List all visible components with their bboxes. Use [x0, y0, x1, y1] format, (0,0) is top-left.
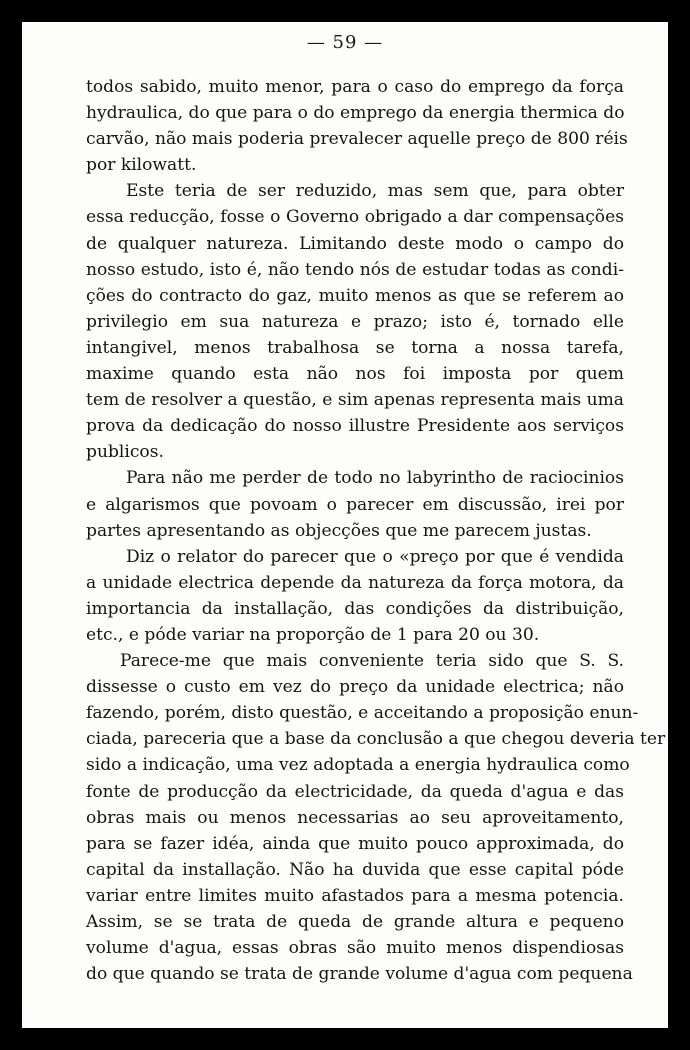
text-line: dissesse o custo em vez do preço da unidade electrica; não	[86, 677, 624, 698]
text-line: volume d'agua, essas obras são muito menos dispendiosas	[86, 938, 624, 959]
text-line: importancia da installação, das condições da distribuição,	[86, 598, 624, 619]
text-line: capital da installação. Não ha duvida que esse capital póde	[86, 859, 624, 880]
text-line: essa reducção, fosse o Governo obrigado a dar compensações	[86, 207, 624, 228]
text-line: partes apresentando as objecções que me parecem justas.	[86, 520, 592, 541]
body-text	[86, 74, 666, 987]
text-line: todos sabido, muito menor, para o caso do emprego da força	[86, 77, 624, 97]
text-line: fazendo, porém, disto questão, e acceitando a proposição enun-	[86, 703, 639, 724]
text-line: do que quando se trata de grande volume d'agua com pequena	[86, 964, 633, 985]
text-line: intangivel, menos trabalhosa se torna a nossa tarefa,	[86, 337, 624, 358]
text-line: e algarismos que povoam o parecer em discussão, irei por	[86, 494, 624, 515]
text-line: hydraulica, do que para o do emprego da energia thermica do	[86, 103, 625, 124]
text-line: a unidade electrica depende da natureza da força motora, da	[86, 572, 624, 593]
text-line: por kilowatt.	[86, 155, 197, 176]
text-line: fonte de producção da electricidade, da queda d'agua e das	[86, 781, 624, 802]
text-line: Diz o relator do parecer que o «preço por que é vendida	[126, 546, 624, 567]
text-line: de qualquer natureza. Limitando deste modo o campo do	[86, 233, 624, 254]
text-line: prova da dedicação do nosso illustre Presidente aos serviços	[86, 416, 624, 437]
text-line: carvão, não mais poderia prevalecer aquelle preço de 800 réis	[86, 129, 628, 150]
text-line: obras mais ou menos necessarias ao seu aproveitamento,	[86, 807, 624, 828]
text-line: Para não me perder de todo no labyrintho de raciocinios	[126, 468, 624, 489]
text-line: nosso estudo, isto é, não tendo nós de estudar todas as condi-	[86, 259, 624, 280]
book-page	[22, 22, 668, 1028]
text-line: variar entre limites muito afastados para a mesma potencia.	[86, 885, 624, 906]
text-line: tem de resolver a questão, e sim apenas representa mais uma	[86, 390, 624, 411]
text-line: sido a indicação, uma vez adoptada a energia hydraulica como	[86, 755, 630, 776]
text-line: maxime quando esta não nos foi imposta por quem	[86, 364, 624, 385]
text-line: para se fazer idéa, ainda que muito pouco approximada, do	[86, 833, 624, 854]
text-line: publicos.	[86, 442, 164, 463]
text-line: etc., e póde variar na proporção de 1 para 20 ou 30.	[86, 624, 540, 645]
text-line: ções do contracto do gaz, muito menos as que se referem ao	[86, 285, 624, 306]
text-line: Parece-me que mais conveniente teria sido que S. S.	[120, 651, 624, 672]
text-line: ciada, pareceria que a base da conclusão a que chegou deveria ter	[86, 729, 666, 750]
text-line: Assim, se se trata de queda de grande altura e pequeno	[86, 912, 624, 932]
text-line: privilegio em sua natureza e prazo; isto é, tornado elle	[86, 311, 624, 332]
text-line: Este teria de ser reduzido, mas sem que, para obter	[126, 181, 624, 202]
page-number: — 59 —	[306, 32, 384, 53]
